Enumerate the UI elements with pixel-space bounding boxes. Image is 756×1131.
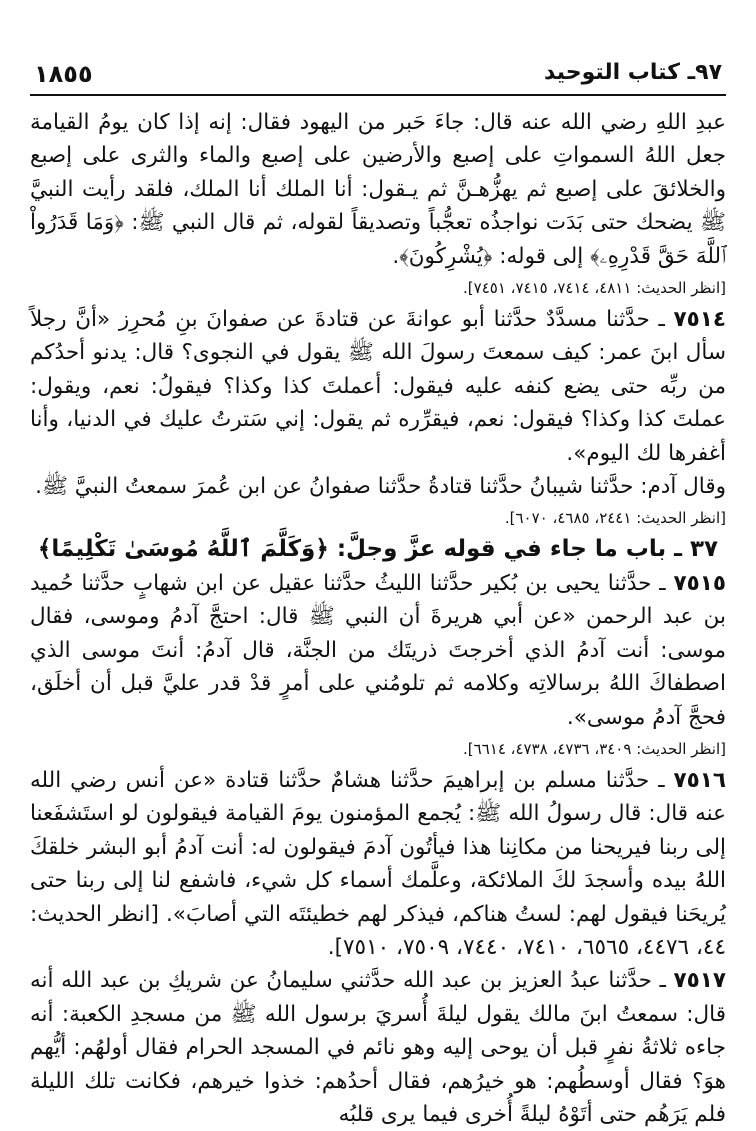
hadith-text: ـ حدَّثنا يحيى بن بُكير حدَّثنا الليثُ حدَّثنا عقيل عن ابن شهابٍ حدَّثنا حُميد بن عبد الرحمن «عن أبي هريرةَ أن النبي ﷺ قال: احتجَّ آدمُ وموسى، فقال موسى: أنت آدمُ الذي أخرجتَ ذريتَك من الجنَّة، قال آدمُ: أنتَ موسى الذي اصطفاكَ اللهُ برسالاتِه وكلامه ثم تلومُني على أمرٍ قدْ قدر عليَّ قبل أن أخلَق، فحجَّ آدمُ موسى». bbox=[30, 570, 726, 730]
hadith-number: ٧٥١٤ bbox=[673, 307, 726, 333]
hadith-text: ـ حدَّثنا عبدُ العزيز بن عبد الله حدَّثني سليمانُ عن شريكِ بن عبد الله أنه قال: سمعتُ ابنَ مالك يقول ليلةَ أُسريَ برسول الله ﷺ من مسجدِ الكعبة: أنه جاءه ثلاثةُ نفرٍ قبل أن يوحى إليه وهو نائم في المسجد الحرام فقال أولهُم: أيُّهم هوَ؟ فقال أوسطُهم: هو خيرُهم، فقال أحدُهم: خذوا خيرهم، فكانت تلك الليلة فلم يَرَهُم حتى أتَوْهُ ليلةً أُخرى فيما يرى قلبُه bbox=[30, 968, 726, 1127]
chapter-heading: ٣٧ ـ باب ما جاء في قوله عزَّ وجلَّ: ﴿وَكَلَّمَ ٱللَّهُ مُوسَىٰ تَكْلِيمًا﴾ bbox=[37, 536, 719, 563]
hadith-7514 bbox=[30, 303, 726, 470]
hadith-continuation: عبدِ اللهِ رضي الله عنه قال: جاءَ حَبر من اليهود فقال: إنه إذا كان يومُ القيامة جعل اللهُ السمواتِ على إصبع والأرضين على إصبع والماء والثرى على إصبع والخلائقَ على إصبع ثم يهزُّهـنَّ ثم يـقول: أنا الملك أنا الملك، فلقد رأيت النبيَّ ﷺ يضحك حتى بَدَت نواجذُه تعجُّباً وتصديقاً لقوله، ثم قال النبي ﷺ: ﴿وَمَا قَدَرُواْ ٱللَّهَ حَقَّ قَدْرِهِۦ﴾ إلى قوله: ﴿يُشْرِكُونَ﴾. bbox=[30, 110, 726, 269]
hadith-references: [انظر الحديث: ٣٤٠٩، ٤٧٣٦، ٤٧٣٨، ٦٦١٤]. bbox=[463, 739, 726, 758]
hadith-7517 bbox=[30, 964, 726, 1131]
hadith-number: ٧٥١٥ bbox=[673, 570, 726, 596]
header-rule bbox=[30, 94, 726, 96]
page-header bbox=[30, 56, 726, 96]
hadith-text: ـ حدَّثنا مسلم بن إبراهيمَ حدَّثنا هشامٌ حدَّثنا قتادة «عن أنس رضي الله عنه قال: قال رسولُ الله ﷺ: يُجمع المؤمنون يومَ القيامة فيقولون لو استَشفَعنا إلى ربنا فيريحنا من مكانِنا هذا فيأتُون آدمَ فيقولون له: أنت آدمُ أبو البشر خلقكَ اللهُ بيده وأسجدَ لكَ الملائكة، وعلَّمك أسماء كل شيء، فاشفع لنا إلى ربنا حتى يُريحَنا فيقول لهم: لستُ هناكم، فيذكر لهم خطيئتَه التي أصابَ». [انظر الحديث: ٤٤، ٤٤٧٦، ٦٥٦٥، ٧٤١٠، ٧٤٤٠، ٧٥٠٩، ٧٥١٠]. bbox=[30, 767, 726, 960]
hadith-7515 bbox=[30, 567, 726, 734]
hadith-number: ٧٥١٧ bbox=[673, 968, 726, 994]
page-number: ١٨٥٥ bbox=[34, 60, 93, 88]
hadith-note: وقال آدم: حدَّثنا شيبانُ حدَّثنا قتادةُ حدَّثنا صفوانُ عن ابن عُمرَ سمعتُ النبيَّ ﷺ. bbox=[35, 474, 726, 500]
hadith-references: [انظر الحديث: ٤٨١١، ٧٤١٤، ٧٤١٥، ٧٤٥١]. bbox=[463, 279, 726, 298]
hadith-references: [انظر الحديث: ٢٤٤١، ٤٦٨٥، ٦٠٧٠]. bbox=[504, 509, 726, 528]
book-title: ٩٧ـ كتاب التوحيد bbox=[544, 60, 722, 85]
hadith-text: ـ حدَّثنا مسدَّدٌ حدَّثنا أبو عوانةَ عن قتادةَ عن صفوانَ بنِ مُحرِز «أنَّ رجلاً سأل ابنَ عمر: كيف سمعتَ رسولَ الله ﷺ يقول في النجوى؟ قال: يدنو أحدُكم من ربِّه حتى يضع كنفه عليه فيقول: أعملتَ كذا وكذا؟ فيقولُ: نعم، ويقول: عملتَ كذا وكذا؟ فيقول: نعم، فيقرِّره ثم يقول: إني سَترتُ عليك في الدنيا، وأنا أغفرها لك اليوم». bbox=[30, 307, 726, 466]
hadith-7516 bbox=[30, 764, 726, 964]
page-content bbox=[30, 106, 726, 1127]
hadith-number: ٧٥١٦ bbox=[673, 767, 726, 793]
